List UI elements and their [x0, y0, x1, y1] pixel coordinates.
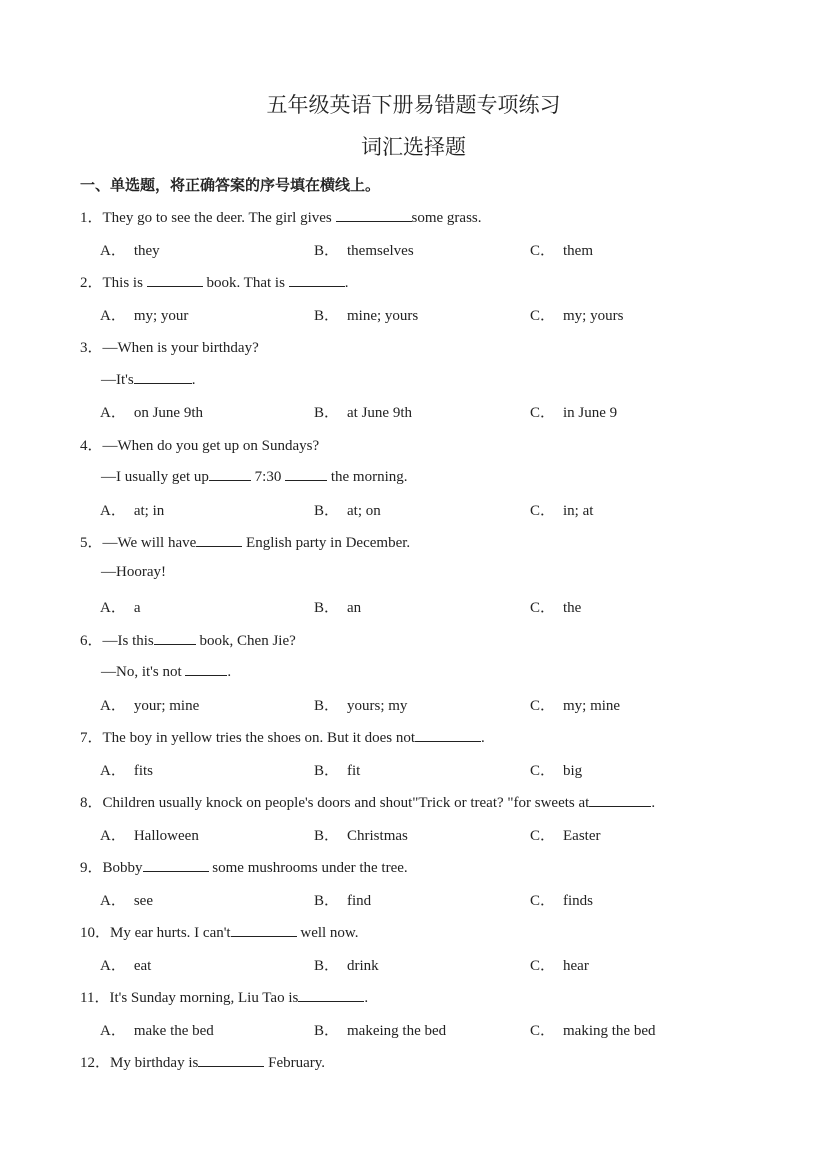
question-text: They go to see the deer. The girl gives [102, 210, 336, 226]
option-c[interactable]: C． my; mine [530, 698, 621, 714]
answer-blank[interactable] [231, 922, 297, 937]
answer-blank[interactable] [143, 857, 209, 872]
option-a[interactable]: A． make the bed [100, 1023, 214, 1039]
option-b[interactable]: B． Christmas [314, 828, 408, 844]
answer-blank[interactable] [196, 532, 242, 547]
option-b[interactable]: B． find [314, 893, 372, 909]
question-2: 2．This is book. That is . [80, 271, 348, 292]
question-5: 5．—We will have English party in December. [80, 531, 410, 552]
question-11: 11．It's Sunday morning, Liu Tao is . [80, 986, 368, 1007]
answer-blank[interactable] [289, 272, 345, 287]
answer-blank[interactable] [589, 792, 651, 807]
question-3-line2: —It's . [101, 369, 195, 389]
option-a[interactable]: A． see [100, 893, 153, 909]
option-c[interactable]: C． making the bed [530, 1023, 656, 1039]
question-3: 3．—When is your birthday? [80, 340, 259, 356]
answer-blank[interactable] [336, 207, 412, 222]
option-b[interactable]: B． at June 9th [314, 405, 413, 421]
option-a[interactable]: A． they [100, 243, 160, 259]
option-c[interactable]: C． big [530, 763, 583, 779]
option-a[interactable]: A． on June 9th [100, 405, 204, 421]
option-a[interactable]: A． a [100, 600, 141, 616]
option-b[interactable]: B． an [314, 600, 362, 616]
page-title: 五年级英语下册易错题专项练习 [266, 93, 561, 117]
option-b[interactable]: B． themselves [314, 243, 414, 259]
option-b[interactable]: B． mine; yours [314, 308, 419, 324]
option-a[interactable]: A． my; your [100, 308, 189, 324]
answer-blank[interactable] [154, 630, 196, 645]
answer-blank[interactable] [285, 466, 327, 481]
option-a[interactable]: A． fits [100, 763, 154, 779]
answer-blank[interactable] [415, 727, 481, 742]
option-c[interactable]: C． the [530, 600, 582, 616]
option-b[interactable]: B． at; on [314, 503, 381, 519]
question-6: 6．—Is this book, Chen Jie? [80, 629, 296, 650]
answer-blank[interactable] [147, 272, 203, 287]
option-c[interactable]: C． Easter [530, 828, 601, 844]
question-8: 8．Children usually knock on people's doors and shout"Trick or treat? "for sweets at . [80, 791, 655, 812]
option-c[interactable]: C． finds [530, 893, 594, 909]
answer-blank[interactable] [134, 369, 192, 384]
question-9: 9．Bobby some mushrooms under the tree. [80, 856, 408, 877]
answer-blank[interactable] [185, 661, 227, 676]
question-4-line2: —I usually get up 7:30 the morning. [101, 466, 407, 486]
answer-blank[interactable] [209, 466, 251, 481]
option-c[interactable]: C． them [530, 243, 594, 259]
answer-blank[interactable] [298, 987, 364, 1002]
option-b[interactable]: B． fit [314, 763, 361, 779]
question-4: 4．—When do you get up on Sundays? [80, 438, 320, 454]
question-10: 10．My ear hurts. I can't well now. [80, 921, 359, 942]
option-a[interactable]: A． eat [100, 958, 152, 974]
option-c[interactable]: C． in June 9 [530, 405, 618, 421]
option-a[interactable]: A． your; mine [100, 698, 200, 714]
option-c[interactable]: C． in; at [530, 503, 594, 519]
question-number: 1． [80, 210, 103, 226]
option-b[interactable]: B． yours; my [314, 698, 408, 714]
page-subtitle: 词汇选择题 [361, 135, 466, 159]
question-6-line2: —No, it's not . [101, 661, 231, 681]
answer-blank[interactable] [198, 1052, 264, 1067]
option-c[interactable]: C． my; yours [530, 308, 624, 324]
section-heading: 一、单选题，将正确答案的序号填在横线上。 [80, 176, 381, 194]
question-7: 7．The boy in yellow tries the shoes on. But it does not . [80, 726, 485, 747]
option-a[interactable]: A． at; in [100, 503, 165, 519]
question-12: 12．My birthday is February. [80, 1051, 325, 1072]
question-text: some grass. [411, 210, 482, 226]
question-1 [80, 206, 482, 227]
option-c[interactable]: C． hear [530, 958, 589, 974]
option-b[interactable]: B． drink [314, 958, 379, 974]
option-b[interactable]: B． makeing the bed [314, 1023, 447, 1039]
question-5-line2: —Hooray! [101, 564, 166, 580]
option-a[interactable]: A． Halloween [100, 828, 199, 844]
